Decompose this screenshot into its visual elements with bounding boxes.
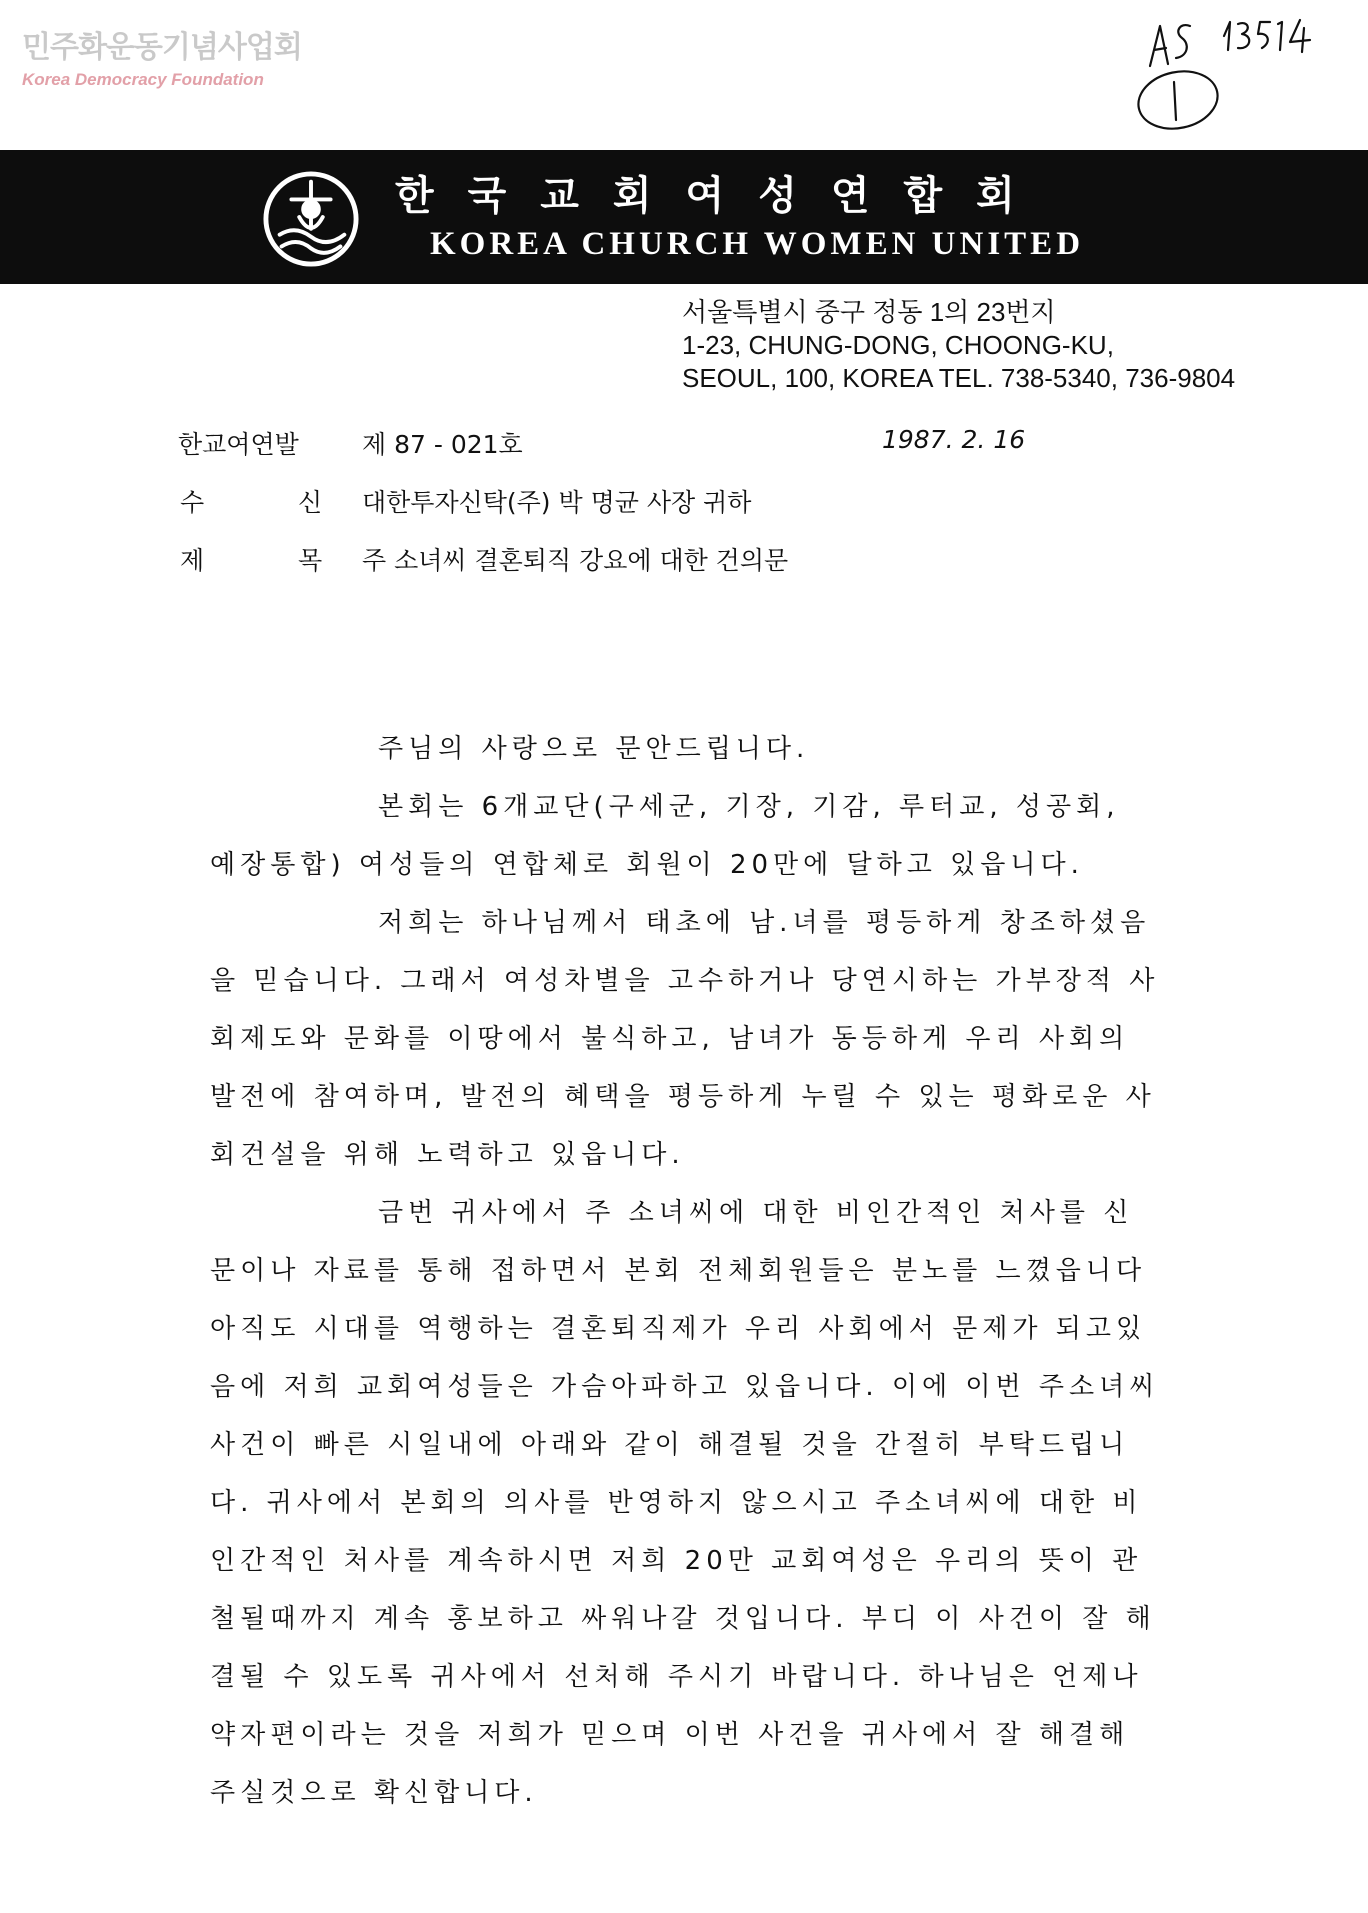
address-line: 서울특별시 중구 정동 1의 23번지 (682, 297, 1056, 327)
body-paragraph: 저희는 하나님께서 태초에 남.녀를 평등하게 창조하셨음을 믿습니다. 그래서 여성차별을 고수하거나 당연시하는 가부장적 사회제도와 문화를 이땅에서 불식하고, 남녀가 동등하게 우리 사회의 발전에 참여하며, 발전의 혜택을 평등하게 누릴 수 있는 평화로운 사회건설을 위해 노력하고 있읍니다. (210, 908, 1160, 1170)
recipient-row (0, 483, 1368, 523)
letter-body (210, 720, 1160, 1822)
subject: 주 소녀씨 결혼퇴직 강요에 대한 건의문 (362, 546, 789, 575)
doc-number: 제 87 - 021호 (362, 430, 523, 459)
greeting: 주님의 사랑으로 문안드립니다. (378, 734, 810, 764)
letterhead-address (682, 296, 1235, 395)
body-paragraph: 금번 귀사에서 주 소녀씨에 대한 비인간적인 처사를 신문이나 자료를 통해 접하면서 본회 전체회원들은 분노를 느꼈읍니다 아직도 시대를 역행하는 결혼퇴직제가 우리 사회에서 문제가 되고있음에 저희 교회여성들은 가슴아파하고 있읍니다. 이에 이번 주소녀씨 사건이 빠른 시일내에 아래와 같이 해결될 것을 간절히 부탁드립니다. 귀사에서 본회의 의사를 반영하지 않으시고 주소녀씨에 대한 비인간적인 처사를 계속하시면 저희 20만 교회여성은 우리의 뜻이 관철될때까지 계속 홍보하고 싸워나갈 것입니다. 부디 이 사건이 잘 해결될 수 있도록 귀사에서 선처해 주시기 바랍니다. 하나님은 언제나 약자편이라는 것을 저희가 믿으며 이번 사건을 귀사에서 잘 해결해 주실것으로 확신합니다. (210, 1198, 1160, 1808)
subject-label: 제 (180, 546, 205, 575)
org-name-korean: 한국교회여성연합회 (395, 173, 1049, 219)
church-women-logo-icon (262, 170, 360, 268)
recipient-label: 신 (298, 488, 323, 517)
watermark-korean: 민주화운동기념사업회 (22, 30, 302, 65)
recipient-label: 수 (180, 488, 205, 517)
address-line: 1-23, CHUNG-DONG, CHOONG-KU, (682, 330, 1114, 360)
subject-label: 목 (298, 546, 323, 575)
letterhead-banner (0, 150, 1368, 284)
doc-label: 한교여연발 (178, 430, 299, 459)
doc-date: 1987. 2. 16 (882, 425, 1026, 454)
watermark (22, 22, 302, 90)
handwritten-archive-note (1128, 8, 1348, 138)
subject-row (0, 541, 1368, 581)
body-paragraph: 본회는 6개교단(구세군, 기장, 기감, 루터교, 성공회, 예장통합) 여성들의 연합체로 회원이 20만에 달하고 있읍니다. (210, 792, 1120, 880)
doc-number-row (0, 425, 1368, 465)
watermark-english: Korea Democracy Foundation (22, 70, 264, 89)
recipient: 대한투자신탁(주) 박 명균 사장 귀하 (362, 488, 752, 517)
org-name-english: KOREA CHURCH WOMEN UNITED (430, 226, 1085, 262)
address-line: SEOUL, 100, KOREA TEL. 738-5340, 736-9804 (682, 363, 1236, 393)
